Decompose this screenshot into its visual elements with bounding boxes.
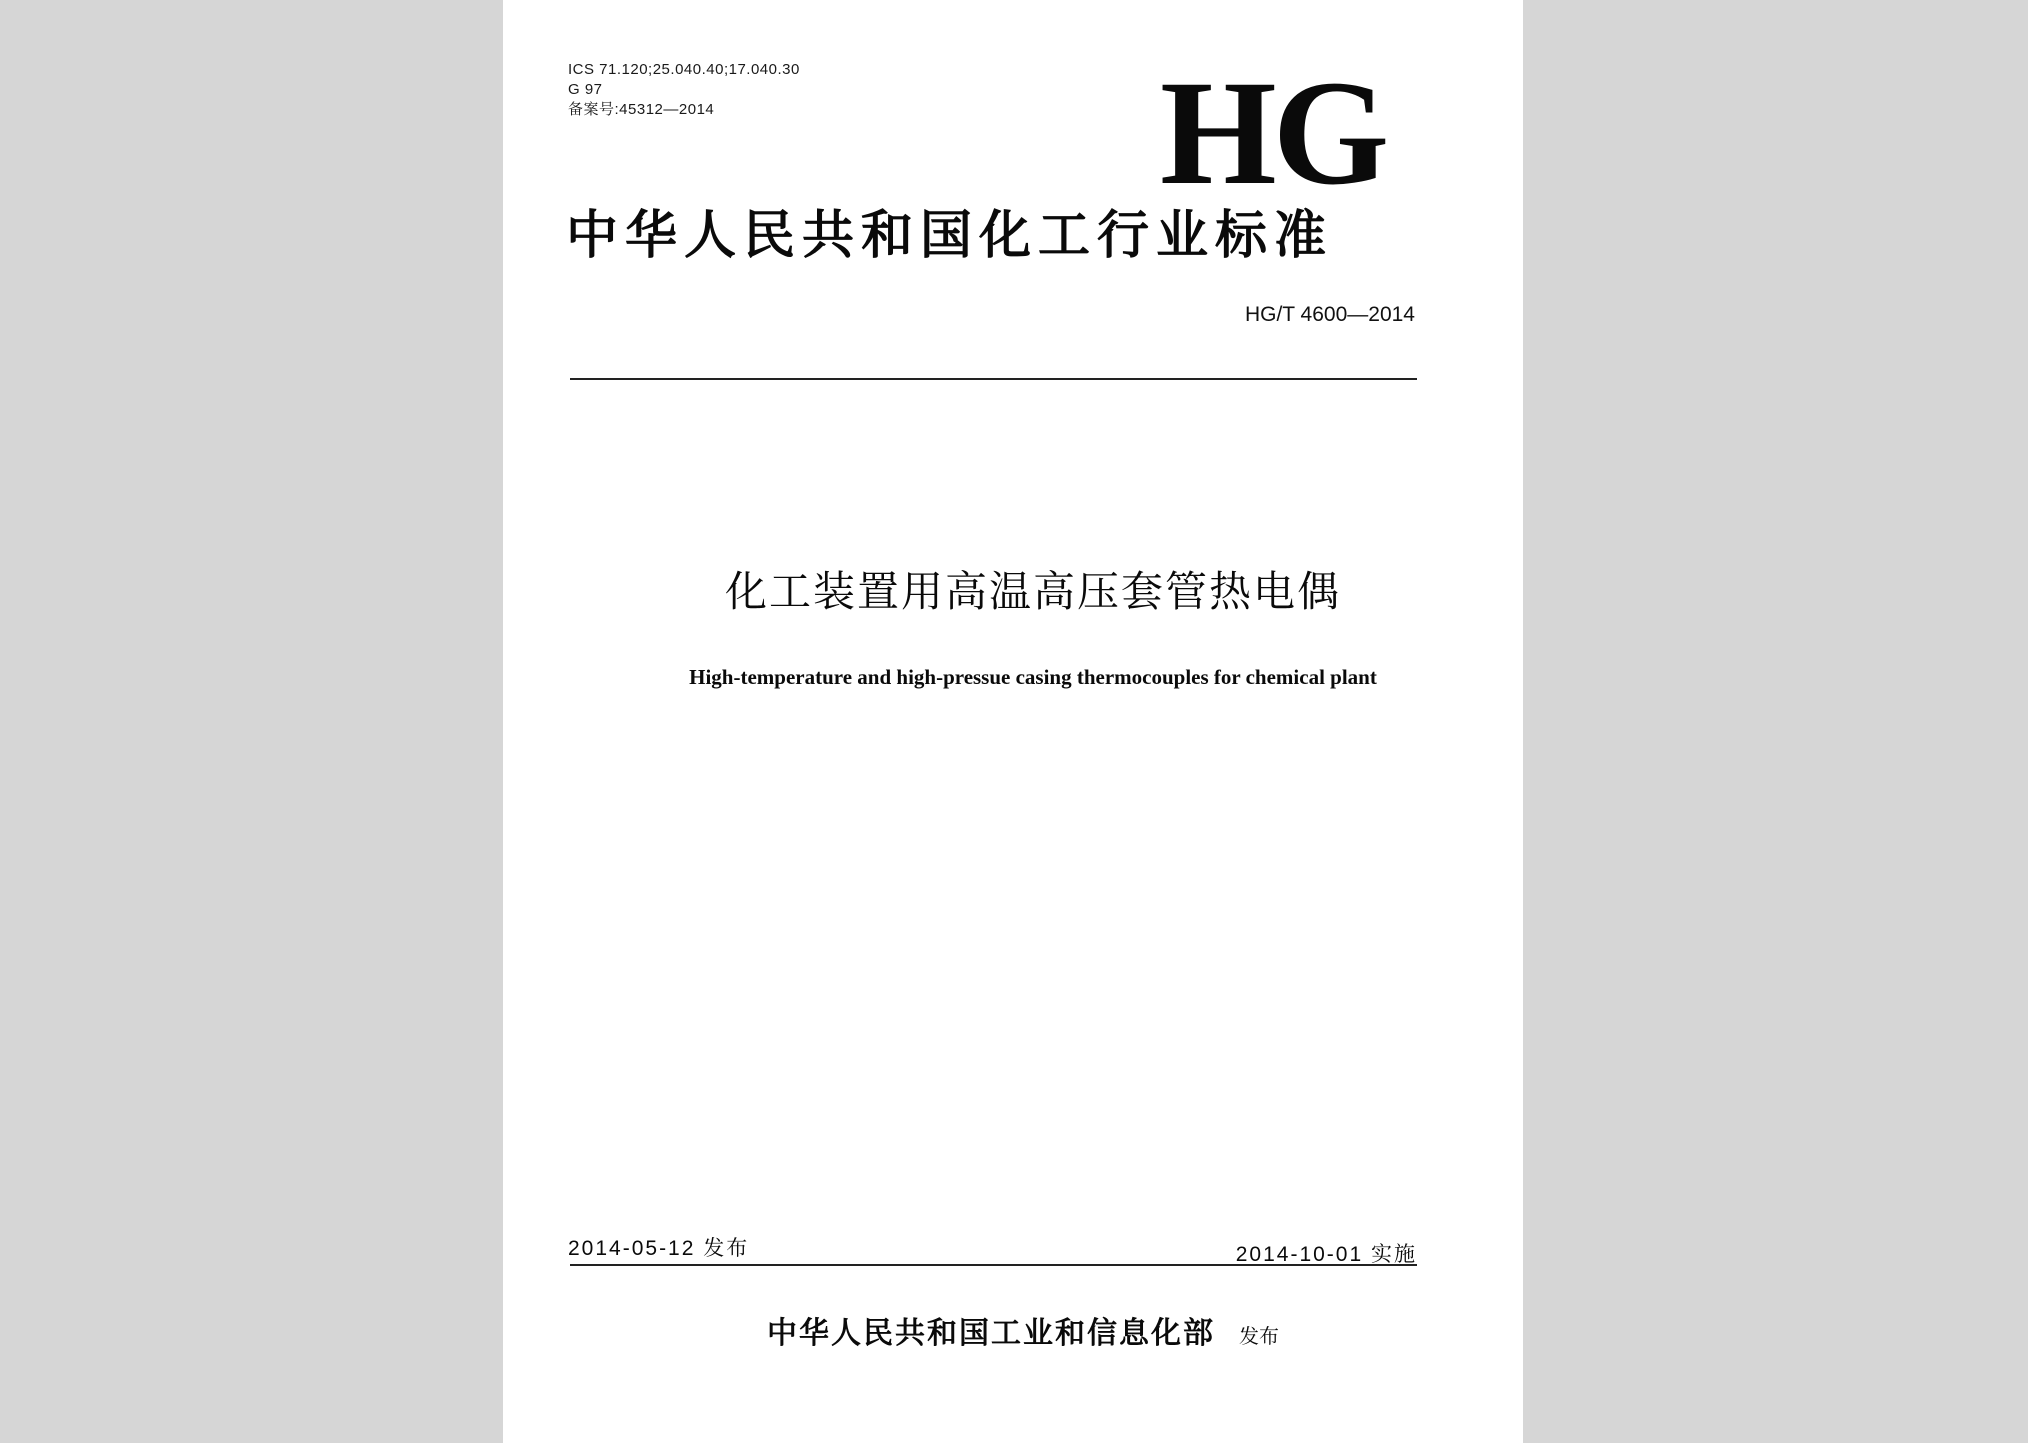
publisher-name: 中华人民共和国工业和信息化部: [767, 1316, 1215, 1351]
standard-type-heading: 中华人民共和国化工行业标准: [566, 206, 1334, 266]
classification-block: [568, 60, 800, 120]
implementation-date: 2014-10-01 实施: [1235, 1243, 1417, 1266]
hg-logo: HG: [1160, 50, 1386, 216]
ics-code: ICS 71.120;25.040.40;17.040.30: [568, 61, 800, 78]
issue-date: 2014-05-12 发布: [568, 1237, 750, 1260]
date-row: [568, 1232, 1417, 1266]
header-divider: [570, 378, 1417, 380]
ccs-code: G 97: [568, 81, 603, 98]
document-page: [503, 0, 1523, 1443]
document-title-english: High-temperature and high-pressue casing thermocouples for chemical plant: [689, 665, 1377, 689]
footer-divider: [570, 1264, 1417, 1266]
standard-number: HG/T 4600—2014: [1244, 303, 1415, 326]
document-title-chinese: 化工装置用高温高压套管热电偶: [724, 567, 1341, 616]
publisher-suffix: 发布: [1239, 1324, 1279, 1348]
publisher-line: [503, 1308, 1523, 1352]
record-number: 备案号:45312—2014: [568, 101, 715, 118]
